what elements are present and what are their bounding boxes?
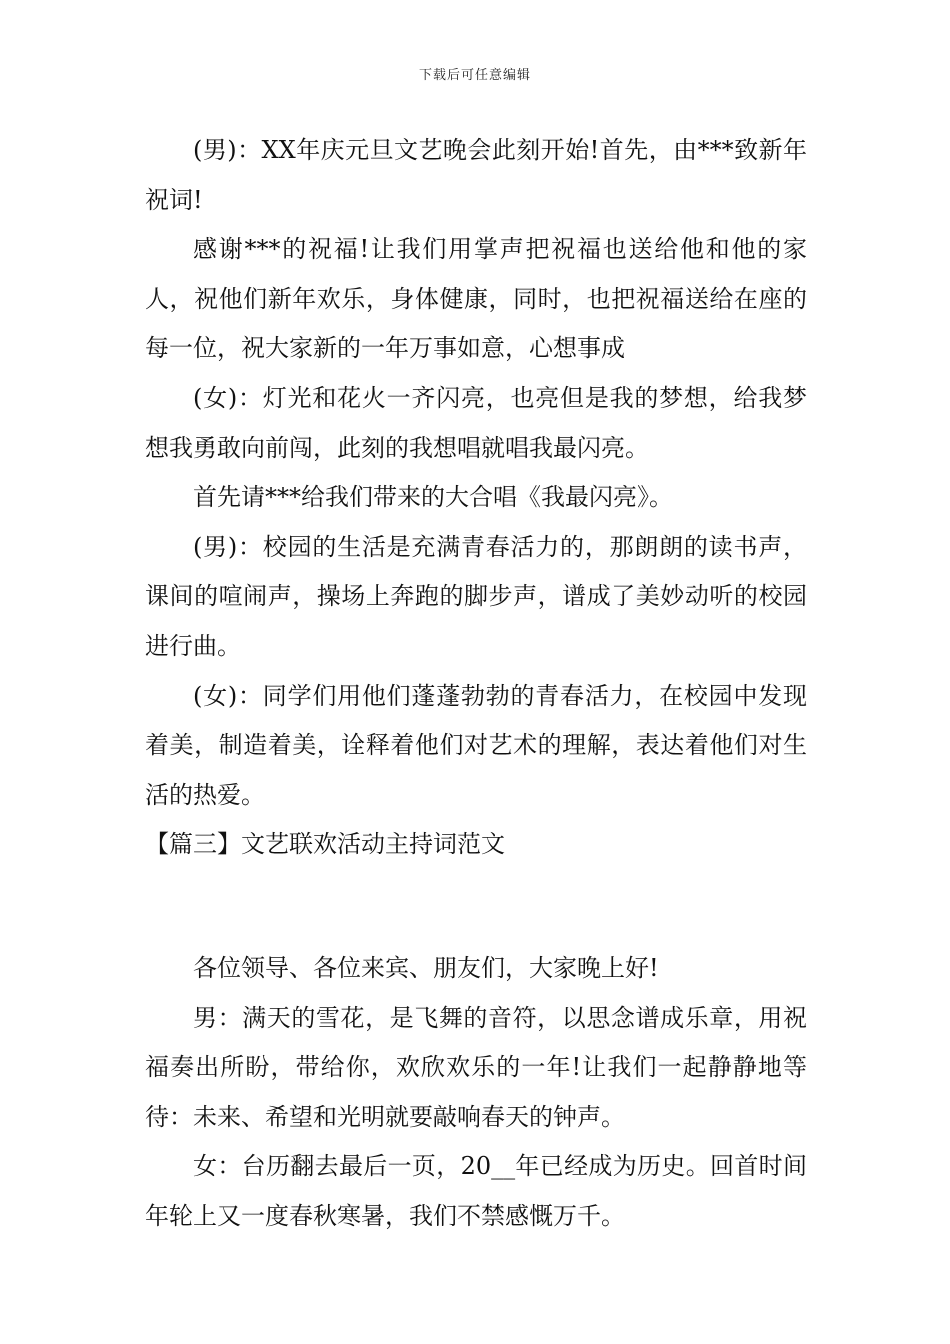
document-body [145,126,807,1241]
paragraph: 各位领导、各位来宾、朋友们，大家晚上好! [193,953,659,982]
section-heading: 【篇三】文艺联欢活动主持词范文 [145,830,505,859]
paragraph: (女)：同学们用他们蓬蓬勃勃的青春活力，在校园中发现着美，制造着美，诠释着他们对艺术的理解，表达着他们对生活的热爱。 [145,681,807,809]
section-spacer [145,870,807,944]
paragraph: 男：满天的雪花，是飞舞的音符，以思念谱成乐章，用祝福奏出所盼，带给你，欢欣欢乐的一年!让我们一起静静地等待：未来、希望和光明就要敲响春天的钟声。 [145,1003,807,1131]
paragraph: (女)：灯光和花火一齐闪亮，也亮但是我的梦想，给我梦想我勇敢向前闯，此刻的我想唱就唱我最闪亮。 [145,383,807,462]
page-header: 下载后可任意编辑 [418,68,531,83]
paragraph: (男)：XX年庆元旦文艺晚会此刻开始!首先，由***致新年祝词! [145,136,807,214]
paragraph: 感谢***的祝福!让我们用掌声把祝福也送给他和他的家人，祝他们新年欢乐，身体健康，同时，也把祝福送给在座的每一位，祝大家新的一年万事如意，心想事成 [145,235,807,363]
paragraph: 首先请***给我们带来的大合唱《我最闪亮》。 [193,483,673,512]
paragraph: (男)：校园的生活是充满青春活力的，那朗朗的读书声，课间的喧闹声，操场上奔跑的脚步声，谱成了美妙动听的校园进行曲。 [145,532,807,660]
paragraph: 女：台历翻去最后一页，20__年已经成为历史。回首时间年轮上又一度春秋寒暑，我们不禁感慨万千。 [145,1152,807,1230]
